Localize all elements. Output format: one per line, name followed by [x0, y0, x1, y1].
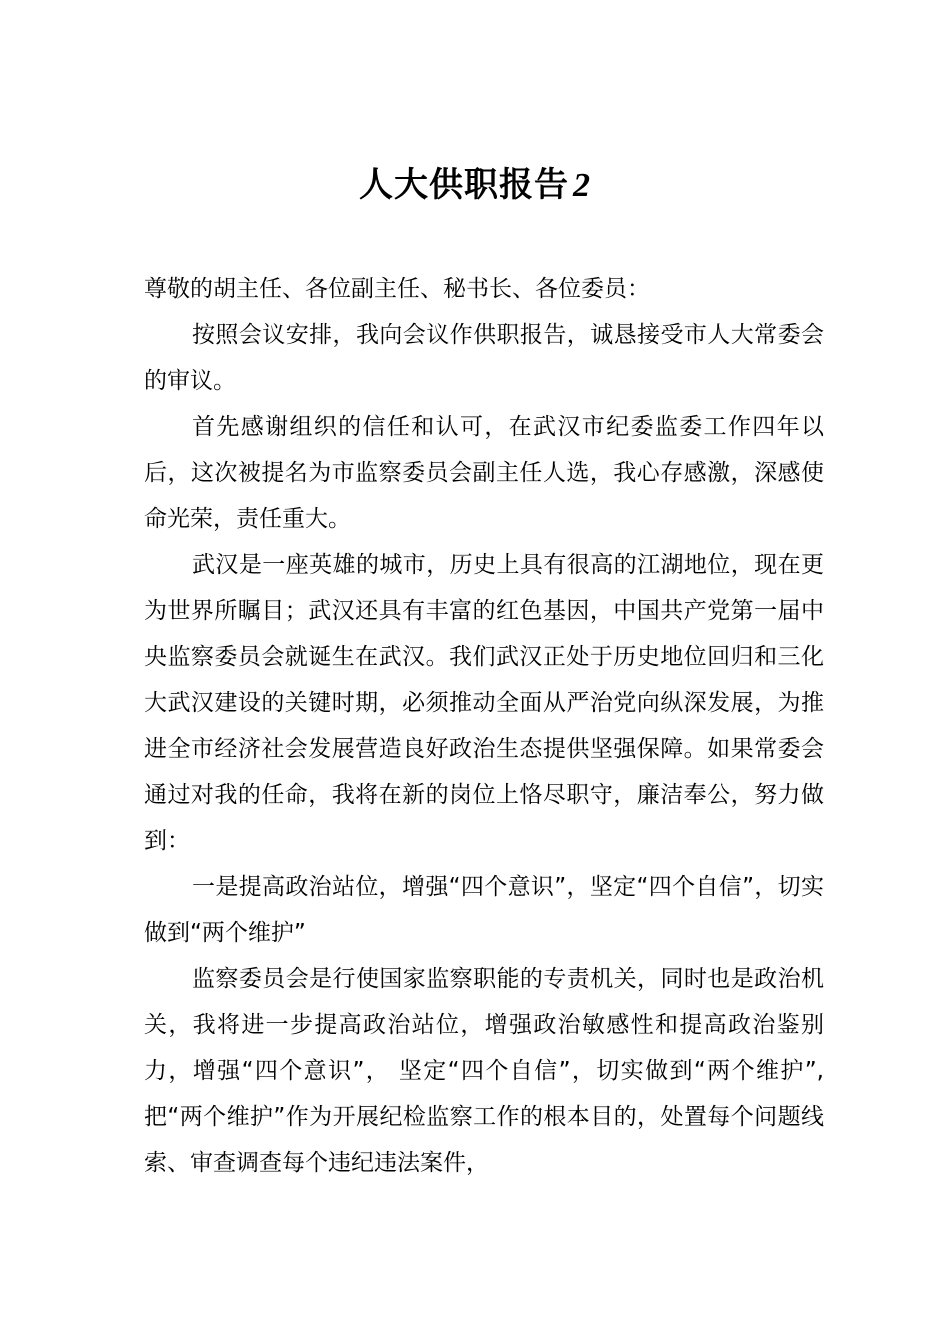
- salutation-paragraph: 尊敬的胡主任、各位副主任、秘书长、各位委员：: [144, 276, 650, 302]
- title-text: 人大供职报告: [359, 165, 569, 205]
- body-paragraph: 首先感谢组织的信任和认可，在武汉市纪委监委工作四年以后，这次被提名为市监察委员会副主任人选，我心存感激，深感使命光荣，责任重大。: [144, 414, 824, 532]
- section-heading-paragraph: 一是提高政治站位，增强“四个意识”，坚定“四个自信”，切实做到“两个维护”: [144, 874, 824, 946]
- body-paragraph: 监察委员会是行使国家监察职能的专责机关，同时也是政治机关，我将进一步提高政治站位，增强政治敏感性和提高政治鉴别力，增强“四个意识”， 坚定“四个自信”，切实做到“两个维护”,把“两个维护”作为开展纪检监察工作的根本目的，处置每个问题线索、审查调查每个违纪违法案件，: [144, 966, 824, 1176]
- document-body: [144, 266, 824, 1186]
- title-number: 2: [573, 167, 591, 204]
- body-paragraph: 按照会议安排，我向会议作供职报告，诚恳接受市人大常委会的审议。: [144, 322, 824, 394]
- document-title: [0, 160, 950, 211]
- body-paragraph: 武汉是一座英雄的城市，历史上具有很高的江湖地位，现在更为世界所瞩目；武汉还具有丰富的红色基因，中国共产党第一届中央监察委员会就诞生在武汉。我们武汉正处于历史地位回归和三化大武汉建设的关键时期，必须推动全面从严治党向纵深发展，为推进全市经济社会发展营造良好政治生态提供坚强保障。如果常委会通过对我的任命，我将在新的岗位上恪尽职守，廉洁奉公，努力做到：: [144, 552, 824, 854]
